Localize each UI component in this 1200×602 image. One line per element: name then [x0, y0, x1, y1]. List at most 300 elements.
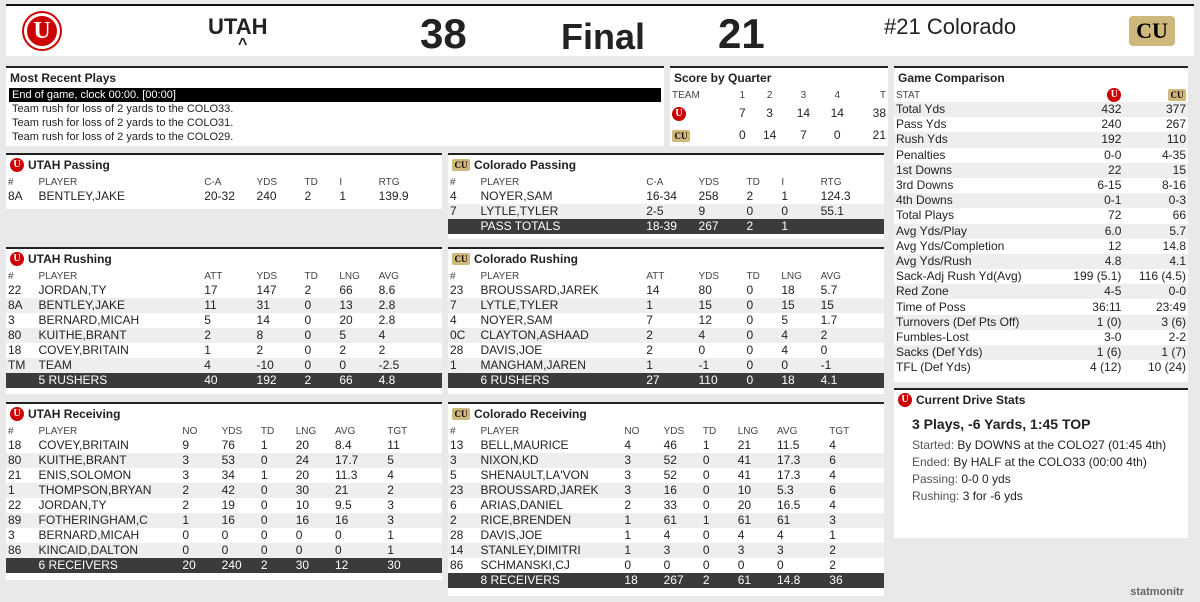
comparison-stat-label: Pass Yds: [896, 117, 947, 132]
comparison-stat-label: Time of Poss: [896, 299, 966, 314]
table-cell: KINCAID,DALTON: [37, 543, 181, 558]
table-cell: 15: [697, 298, 745, 313]
comparison-stat-label: Sacks (Def Yds): [894, 345, 1058, 360]
table-cell: 0: [820, 343, 828, 357]
comparison-stat-label: Avg Yds/Play: [894, 224, 1058, 239]
column-header[interactable]: TGT: [829, 425, 850, 437]
total-cell: PASS TOTALS: [479, 219, 645, 234]
table-cell: 34: [221, 468, 235, 482]
total-cell: 267: [662, 573, 701, 588]
table-cell: 21: [8, 468, 22, 482]
table-cell: SHENAULT,LA'VON: [480, 468, 589, 482]
table-row[interactable]: [6, 343, 442, 358]
table-cell: 14: [256, 313, 270, 327]
table-row[interactable]: [448, 313, 884, 328]
table-cell: 6: [450, 498, 457, 512]
column-header[interactable]: C-A: [646, 176, 664, 188]
column-header[interactable]: AVG: [378, 270, 399, 282]
table-cell: 0: [333, 543, 385, 558]
table-cell: 4: [829, 498, 836, 512]
comparison-stat-label: Turnovers (Def Pts Off): [894, 315, 1058, 330]
comparison-table: [894, 88, 1188, 375]
table-cell: 0: [259, 543, 294, 558]
table-cell: 53: [220, 453, 259, 468]
column-header[interactable]: TD: [702, 425, 717, 437]
colorado-mini-logo: CU: [452, 159, 470, 171]
comparison-row: [894, 224, 1188, 239]
comparison-value: 1 (0): [1058, 315, 1124, 330]
table-cell: 86: [6, 543, 37, 558]
table-cell: 21: [737, 438, 752, 452]
total-cell: 4.8: [377, 373, 442, 388]
table-cell: 20: [737, 498, 752, 512]
table-cell: 3: [624, 468, 632, 482]
table-cell: DAVIS,JOE: [480, 343, 543, 357]
table-cell: 3: [622, 453, 661, 468]
table-cell: NOYER,SAM: [480, 313, 553, 327]
table-cell: 2: [304, 283, 312, 297]
column-header[interactable]: I: [339, 176, 343, 188]
table-cell: 0: [295, 528, 303, 542]
table-cell: BROUSSARD,JAREK: [479, 483, 623, 498]
table-row[interactable]: [448, 204, 884, 219]
table-row[interactable]: [6, 283, 442, 298]
table-row[interactable]: [6, 543, 442, 558]
table-cell: 2: [819, 328, 884, 343]
table-row[interactable]: [448, 343, 884, 358]
table-cell: RICE,BRENDEN: [479, 513, 623, 528]
table-cell: 2.8: [377, 298, 442, 313]
colorado-mini-logo: CU: [452, 253, 470, 265]
total-cell: 18: [779, 373, 818, 388]
table-row[interactable]: [448, 483, 884, 498]
comparison-value: 72: [1108, 208, 1122, 223]
table-cell: -1: [819, 358, 884, 373]
comparison-value: 15: [1123, 163, 1188, 178]
comparison-stat-label: Rush Yds: [894, 132, 1058, 147]
table-cell: 11: [387, 438, 400, 452]
table-cell: 0: [334, 528, 342, 542]
table-row[interactable]: [6, 189, 442, 204]
table-row[interactable]: [6, 498, 442, 513]
column-header[interactable]: #: [450, 176, 456, 188]
table-cell: 80: [6, 328, 37, 343]
table-cell: 4: [450, 189, 457, 203]
table-cell: 3: [827, 513, 884, 528]
column-header[interactable]: NO: [182, 425, 198, 437]
comparison-value: 5.7: [1123, 224, 1188, 239]
table-cell: 2: [746, 189, 754, 203]
total-cell: 192: [255, 373, 303, 388]
play-item[interactable]: Team rush for loss of 2 yards to the COLO29.: [12, 131, 234, 143]
table-cell: 20-32: [204, 189, 235, 203]
table-cell: 33: [663, 498, 677, 512]
play-item[interactable]: End of game, clock 00:00. [00:00]: [9, 88, 661, 102]
table-cell: 1: [701, 513, 736, 528]
table-cell: 1: [204, 343, 211, 357]
table-cell: 0C: [448, 328, 479, 343]
comparison-stat-label: 3rd Downs: [896, 178, 954, 193]
sbq-cell: 14: [796, 105, 811, 120]
table-cell: 0: [304, 313, 312, 327]
table-cell: 22: [8, 283, 22, 297]
total-cell: 6 RUSHERS: [479, 373, 645, 388]
table-cell: 3: [448, 453, 479, 468]
column-header[interactable]: #: [450, 270, 456, 282]
column-header[interactable]: PLAYER: [480, 425, 520, 437]
drive-started: Started: By DOWNS at the COLO27 (01:45 4th): [912, 438, 1167, 452]
table-cell: 1: [644, 298, 696, 313]
column-header[interactable]: RTG: [378, 176, 400, 188]
home-team-name: UTAH: [208, 14, 268, 39]
table-cell: LYTLE,TYLER: [479, 204, 645, 219]
comparison-row: [894, 330, 1188, 345]
total-cell: 18: [622, 573, 661, 588]
comparison-row: [894, 254, 1188, 269]
table-row[interactable]: [448, 468, 884, 483]
total-cell: 2: [744, 219, 779, 234]
drive-rushing: Rushing: 3 for -6 yds: [912, 489, 1023, 503]
table-row[interactable]: [6, 313, 442, 328]
comparison-value: 12: [1108, 238, 1122, 253]
comparison-stat-label: TFL (Def Yds): [896, 360, 971, 375]
column-header[interactable]: #: [450, 425, 456, 437]
table-title: CU Colorado Rushing: [448, 249, 884, 269]
column-header[interactable]: AVG: [334, 425, 356, 437]
total-cell: 66: [337, 373, 376, 388]
column-header[interactable]: PLAYER: [38, 270, 78, 282]
colorado-mini-logo: CU: [1123, 88, 1188, 102]
table-cell: NIXON,KD: [479, 453, 623, 468]
table-cell: 5: [204, 313, 211, 327]
column-header[interactable]: PLAYER: [38, 176, 78, 188]
column-header[interactable]: C-A: [204, 176, 222, 188]
utah-mini-logo: U: [10, 407, 24, 421]
sbq-cell: 14: [762, 127, 777, 142]
comparison-stat-label: Sack-Adj Rush Yd(Avg): [896, 269, 1022, 284]
table-cell: 5: [781, 313, 789, 327]
table-cell: MANGHAM,JAREN: [479, 358, 645, 373]
table-cell: 5.3: [775, 483, 827, 498]
table-cell: 42: [220, 483, 259, 498]
comparison-value: 22: [1058, 163, 1124, 178]
table-row[interactable]: [448, 358, 884, 373]
table-cell: 4: [663, 528, 671, 542]
table-cell: 139.9: [378, 189, 409, 203]
table-cell: 86: [450, 558, 464, 572]
comparison-value: 4.1: [1123, 254, 1188, 269]
table-row[interactable]: [448, 438, 884, 453]
table-cell: 4: [781, 343, 789, 357]
table-cell: 0: [259, 483, 294, 498]
table-row[interactable]: [448, 283, 884, 298]
table-cell: BENTLEY,JAKE: [38, 189, 125, 203]
table-cell: 11.3: [334, 468, 358, 482]
table-cell: 80: [6, 453, 37, 468]
sbq-header: 1: [739, 89, 746, 101]
table-row[interactable]: [448, 298, 884, 313]
colorado-mini-logo: CU: [452, 408, 470, 420]
table-cell: 124.3: [820, 189, 851, 203]
table-cell: 1: [781, 189, 789, 203]
comparison-value: 199 (5.1): [1073, 269, 1122, 284]
table-cell: 0: [302, 328, 337, 343]
total-cell: 30: [385, 558, 442, 573]
colorado-rushing-panel: [448, 247, 884, 394]
table-cell: 0: [701, 453, 736, 468]
utah-rushing-panel: [6, 247, 442, 394]
comparison-header: STAT: [896, 89, 921, 101]
column-header[interactable]: TD: [304, 270, 318, 282]
table-row[interactable]: [448, 558, 884, 573]
column-header[interactable]: TD: [746, 176, 760, 188]
comparison-value: 0-0: [1123, 284, 1188, 299]
total-cell: 8 RECEIVERS: [479, 573, 623, 588]
sbq-title: Score by Quarter: [674, 71, 772, 85]
sbq-header: TEAM: [672, 89, 700, 101]
table-row[interactable]: [448, 528, 884, 543]
drive-ended: Ended: By HALF at the COLO33 (00:00 4th): [912, 455, 1147, 469]
column-header[interactable]: I: [781, 176, 785, 188]
table-cell: 1: [6, 483, 37, 498]
comparison-stat-label: Total Plays: [896, 208, 955, 223]
utah-passing-panel: [6, 153, 442, 209]
table-title: U UTAH Rushing: [6, 249, 442, 269]
utah-receiving-panel: [6, 402, 442, 580]
table-row[interactable]: [6, 328, 442, 343]
column-header[interactable]: LNG: [339, 270, 360, 282]
table-cell: 11.5: [776, 438, 800, 452]
column-header[interactable]: YDS: [698, 270, 720, 282]
table-cell: 5: [450, 468, 457, 482]
table-row[interactable]: [6, 513, 442, 528]
table-cell: 1: [339, 189, 347, 203]
table-cell: 9.5: [334, 498, 352, 512]
table-cell: 1: [260, 468, 268, 482]
column-header[interactable]: LNG: [295, 425, 317, 437]
table-cell: 0: [624, 558, 632, 572]
table-cell: 0: [302, 358, 337, 373]
total-cell: 267: [697, 219, 745, 234]
table-cell: 0: [260, 528, 268, 542]
table-row[interactable]: [6, 528, 442, 543]
table-row[interactable]: [448, 513, 884, 528]
comparison-value: 1 (7): [1123, 345, 1188, 360]
total-cell: 5 RUSHERS: [37, 373, 203, 388]
table-cell: 2: [624, 498, 632, 512]
column-header[interactable]: #: [8, 176, 14, 188]
totals-row: [6, 558, 442, 573]
comparison-row: [894, 299, 1188, 314]
comparison-row: [894, 148, 1188, 163]
table-cell: FOTHERINGHAM,C: [37, 513, 181, 528]
table-cell: 0: [180, 543, 219, 558]
table-cell: 18: [8, 343, 22, 357]
table-cell: 18: [781, 283, 795, 297]
column-header[interactable]: TD: [746, 270, 760, 282]
table-row[interactable]: [448, 453, 884, 468]
total-cell: [819, 219, 884, 234]
colorado-logo: CU: [1124, 9, 1180, 53]
table-row[interactable]: [6, 453, 442, 468]
table-cell: STANLEY,DIMITRI: [479, 543, 623, 558]
column-header[interactable]: YDS: [256, 176, 278, 188]
table-cell: BROUSSARD,JAREK: [480, 283, 599, 297]
sbq-header: 2: [766, 89, 773, 101]
column-header[interactable]: LNG: [781, 270, 802, 282]
table-cell: 0: [702, 528, 710, 542]
comparison-row: [894, 345, 1188, 360]
column-header[interactable]: TD: [260, 425, 275, 437]
table-cell: 2.8: [378, 313, 396, 327]
table-row[interactable]: [6, 483, 442, 498]
comparison-value: 4 (12): [1090, 360, 1122, 375]
column-header[interactable]: YDS: [221, 425, 243, 437]
column-header[interactable]: AVG: [820, 270, 841, 282]
colorado-mini-logo: CU: [670, 124, 732, 146]
comparison-stat-label: Fumbles-Lost: [896, 329, 969, 344]
column-header[interactable]: ATT: [646, 270, 665, 282]
column-header[interactable]: YDS: [698, 176, 720, 188]
table-cell: 3: [622, 483, 661, 498]
comparison-stat-label: Avg Yds/Rush: [894, 254, 1058, 269]
comparison-value: 3 (6): [1123, 315, 1188, 330]
table-cell: 0: [779, 358, 818, 373]
table-cell: 5: [385, 453, 442, 468]
table-row[interactable]: [6, 438, 442, 453]
table-cell: 0: [304, 343, 312, 357]
table-cell: 16-34: [646, 189, 677, 203]
possession-indicator-icon: ^: [238, 36, 248, 53]
sbq-cell: 21: [872, 127, 886, 142]
column-header[interactable]: YDS: [256, 270, 278, 282]
table-cell: 0: [182, 528, 190, 542]
comparison-stat-label: 1st Downs: [894, 163, 1058, 178]
total-cell: 240: [220, 558, 259, 573]
column-header[interactable]: #: [8, 425, 14, 437]
comparison-row: [894, 132, 1188, 147]
column-header[interactable]: AVG: [776, 425, 798, 437]
table-cell: 10: [295, 498, 310, 512]
table-cell: KUITHE,BRANT: [37, 453, 181, 468]
comparison-stat-label: Avg Yds/Completion: [896, 238, 1005, 253]
table-cell: ARIAS,DANIEL: [480, 498, 564, 512]
play-item[interactable]: Team rush for loss of 2 yards to the COLO33.: [12, 103, 234, 115]
column-header[interactable]: TGT: [387, 425, 408, 437]
column-header[interactable]: NO: [624, 425, 640, 437]
column-header[interactable]: PLAYER: [480, 176, 520, 188]
table-cell: COVEY,BRITAIN: [38, 343, 129, 357]
column-header[interactable]: RTG: [820, 176, 842, 188]
table-cell: 5: [337, 328, 376, 343]
table-cell: 17.3: [776, 468, 801, 482]
total-cell: 1: [779, 219, 818, 234]
table-row[interactable]: [448, 328, 884, 343]
table-cell: 2: [829, 558, 836, 572]
column-header[interactable]: PLAYER: [480, 270, 520, 282]
total-cell: [6, 558, 37, 573]
table-cell: 0: [221, 528, 229, 542]
column-header[interactable]: ATT: [204, 270, 223, 282]
table-cell: 0: [746, 283, 754, 297]
table-cell: 14: [448, 543, 479, 558]
table-row[interactable]: [6, 358, 442, 373]
recent-plays-panel: [6, 66, 664, 146]
column-header[interactable]: PLAYER: [38, 425, 78, 437]
totals-row: [6, 373, 442, 388]
drive-details: [894, 410, 1188, 511]
total-cell: 36: [827, 573, 884, 588]
sbq-header: 4: [834, 89, 841, 101]
table-cell: 0: [737, 558, 745, 572]
table-cell: SCHMANSKI,CJ: [480, 558, 570, 572]
total-cell: [6, 373, 37, 388]
play-item[interactable]: Team rush for loss of 2 yards to the COLO31.: [12, 117, 234, 129]
table-cell: 11: [202, 298, 254, 313]
table-cell: 23: [448, 483, 479, 498]
table-row[interactable]: [448, 189, 884, 204]
table-cell: 0: [776, 558, 784, 572]
table-cell: 28: [450, 343, 464, 357]
table-row[interactable]: [448, 498, 884, 513]
table-cell: 1.7: [820, 313, 838, 327]
table-cell: 80: [698, 283, 712, 297]
table-row[interactable]: [6, 468, 442, 483]
table-cell: 3: [662, 543, 701, 558]
table-cell: 0: [746, 313, 754, 327]
comparison-stat-label: Red Zone: [894, 284, 1058, 299]
table-cell: 14: [646, 283, 660, 297]
total-cell: 27: [644, 373, 696, 388]
total-cell: 4.1: [819, 373, 884, 388]
table-cell: 15: [779, 298, 818, 313]
table-cell: 16: [294, 513, 333, 528]
table-cell: 0: [746, 343, 754, 357]
table-cell: 1: [624, 528, 632, 542]
table-cell: 7: [448, 204, 479, 219]
stat-table: [448, 269, 884, 388]
table-cell: DAVIS,JOE: [480, 528, 543, 542]
table-title: CU Colorado Passing: [448, 155, 884, 175]
table-cell: 52: [663, 468, 677, 482]
total-cell: 0: [744, 373, 779, 388]
comparison-value: 0-0: [1104, 147, 1122, 162]
table-cell: 0: [260, 498, 268, 512]
comparison-row: [894, 193, 1188, 208]
comparison-value: 14.8: [1162, 238, 1186, 253]
total-cell: [448, 573, 479, 588]
table-row[interactable]: [448, 543, 884, 558]
comparison-value: 267: [1165, 117, 1186, 132]
sbq-cell: 7: [738, 105, 746, 120]
table-row[interactable]: [6, 298, 442, 313]
table-cell: 2: [202, 328, 254, 343]
home-score: 38: [420, 10, 467, 57]
table-cell: BENTLEY,JAKE: [37, 298, 203, 313]
column-header[interactable]: LNG: [737, 425, 759, 437]
table-cell: 4: [377, 328, 442, 343]
total-cell: 2: [701, 573, 736, 588]
sbq-table: [670, 88, 888, 146]
table-cell: LYTLE,TYLER: [479, 298, 645, 313]
colorado-passing-panel: [448, 153, 884, 239]
table-cell: 16: [662, 483, 701, 498]
game-status: Final: [561, 16, 646, 57]
column-header[interactable]: TD: [304, 176, 318, 188]
total-cell: 18-39: [644, 219, 696, 234]
column-header[interactable]: YDS: [663, 425, 685, 437]
column-header[interactable]: #: [8, 270, 14, 282]
